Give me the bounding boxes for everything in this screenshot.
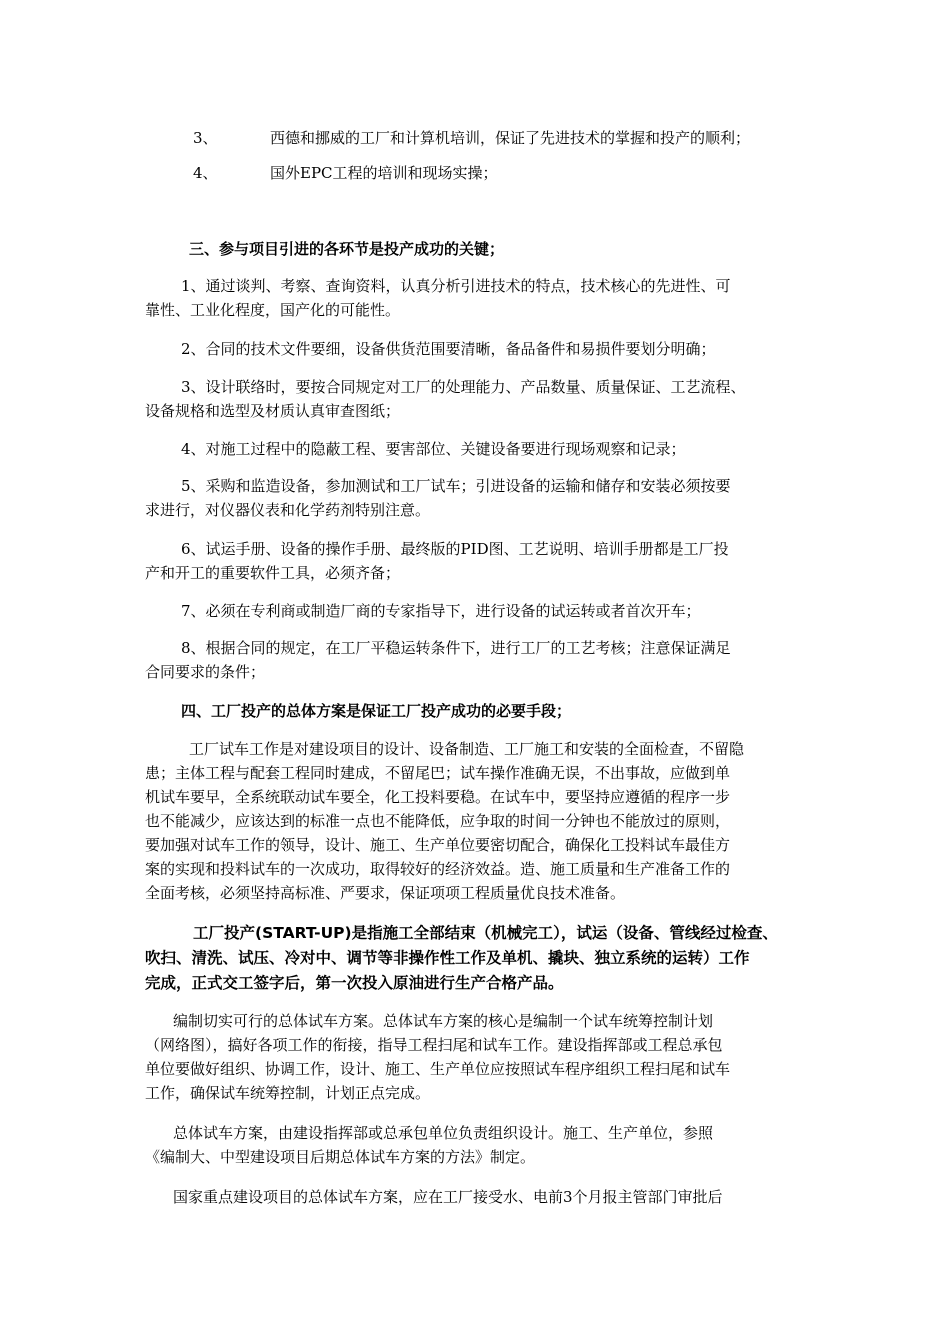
section-3-item-6-line-1: 6、试运手册、设备的操作手册、最终版的PID图、工艺说明、培训手册都是工厂投 <box>181 540 729 558</box>
section-4-p1-line-6: 案的实现和投料试车的一次成功，取得较好的经济效益。造、施工质量和生产准备工作的 <box>145 860 731 878</box>
section-3-item-3-line-2: 设备规格和选型及材质认真审查图纸； <box>145 402 401 420</box>
section-3-item-1-line-1: 1、通过谈判、考察、查询资料，认真分析引进技术的特点，技术核心的先进性、可 <box>181 277 731 295</box>
section-4-p5-line-1: 国家重点建设项目的总体试车方案，应在工厂接受水、电前3个月报主管部门审批后 <box>173 1188 723 1206</box>
section-3-item-5-line-2: 求进行，对仪器仪表和化学药剂特别注意。 <box>145 501 431 519</box>
section-3-item-4: 4、对施工过程中的隐蔽工程、要害部位、关键设备要进行现场观察和记录； <box>181 440 686 458</box>
section-3-item-8-line-2: 合同要求的条件； <box>145 663 266 681</box>
section-4-p4-line-2: 《编制大、中型建设项目后期总体试车方案的方法》制定。 <box>145 1148 536 1166</box>
section-4-p1-line-1: 工厂试车工作是对建设项目的设计、设备制造、工厂施工和安装的全面检查，不留隐 <box>189 740 745 758</box>
section-3-heading: 三、参与项目引进的各环节是投产成功的关键； <box>189 240 505 258</box>
list-item-4-text: 国外EPC工程的培训和现场实操； <box>270 164 498 182</box>
section-4-p3-line-1: 编制切实可行的总体试车方案。总体试车方案的核心是编制一个试车统筹控制计划 <box>173 1012 714 1030</box>
section-4-p1-line-7: 全面考核，必须坚持高标准、严要求，保证项项工程质量优良技术准备。 <box>145 884 626 902</box>
section-4-heading: 四、工厂投产的总体方案是保证工厂投产成功的必要手段； <box>181 702 572 720</box>
section-3-item-7: 7、必须在专利商或制造厂商的专家指导下，进行设备的试运转或者首次开车； <box>181 602 701 620</box>
section-4-p3-line-3: 单位要做好组织、协调工作，设计、施工、生产单位应按照试车程序组织工程扫尾和试车 <box>145 1060 731 1078</box>
section-4-p2-line-1: 工厂投产(START-UP)是指施工全部结束（机械完工），试运（设备、管线经过检查、 <box>193 924 778 942</box>
section-4-p1-line-2: 患；主体工程与配套工程同时建成，不留尾巴；试车操作准确无误，不出事故，应做到单 <box>145 764 731 782</box>
section-4-p2-line-2: 吹扫、清洗、试压、冷对中、调节等非操作性工作及单机、撬块、独立系统的运转）工作 <box>145 949 750 967</box>
section-4-p1-line-3: 机试车要早，全系统联动试车要全，化工投料要稳。在试车中，要坚持应遵循的程序一步 <box>145 788 731 806</box>
section-3-item-8-line-1: 8、根据合同的规定，在工厂平稳运转条件下，进行工厂的工艺考核；注意保证满足 <box>181 639 731 657</box>
section-4-p4-line-1: 总体试车方案，由建设指挥部或总承包单位负责组织设计。施工、生产单位，参照 <box>173 1124 714 1142</box>
list-item-3-number: 3、 <box>193 129 218 147</box>
section-3-item-5-line-1: 5、采购和监造设备，参加测试和工厂试车；引进设备的运输和储存和安装必须按要 <box>181 477 731 495</box>
section-4-p1-line-4: 也不能减少，应该达到的标准一点也不能降低，应争取的时间一分钟也不能放过的原则， <box>145 812 731 830</box>
section-4-p3-line-4: 工作，确保试车统筹控制，计划正点完成。 <box>145 1084 431 1102</box>
section-3-item-2: 2、合同的技术文件要细，设备供货范围要清晰，备品备件和易损件要划分明确； <box>181 340 716 358</box>
section-4-p2-line-3: 完成，正式交工签字后，第一次投入原油进行生产合格产品。 <box>145 974 564 992</box>
section-3-item-6-line-2: 产和开工的重要软件工具，必须齐备； <box>145 564 401 582</box>
list-item-4-number: 4、 <box>193 164 218 182</box>
section-4-p3-line-2: （网络图），搞好各项工作的衔接，指导工程扫尾和试车工作。建设指挥部或工程总承包 <box>145 1036 723 1054</box>
section-3-item-3-line-1: 3、设计联络时，要按合同规定对工厂的处理能力、产品数量、质量保证、工艺流程、 <box>181 378 746 396</box>
section-4-p1-line-5: 要加强对试车工作的领导，设计、施工、生产单位要密切配合，确保化工投料试车最佳方 <box>145 836 731 854</box>
section-3-item-1-line-2: 靠性、工业化程度，国产化的可能性。 <box>145 301 401 319</box>
list-item-3-text: 西德和挪威的工厂和计算机培训，保证了先进技术的掌握和投产的顺利； <box>270 129 751 147</box>
